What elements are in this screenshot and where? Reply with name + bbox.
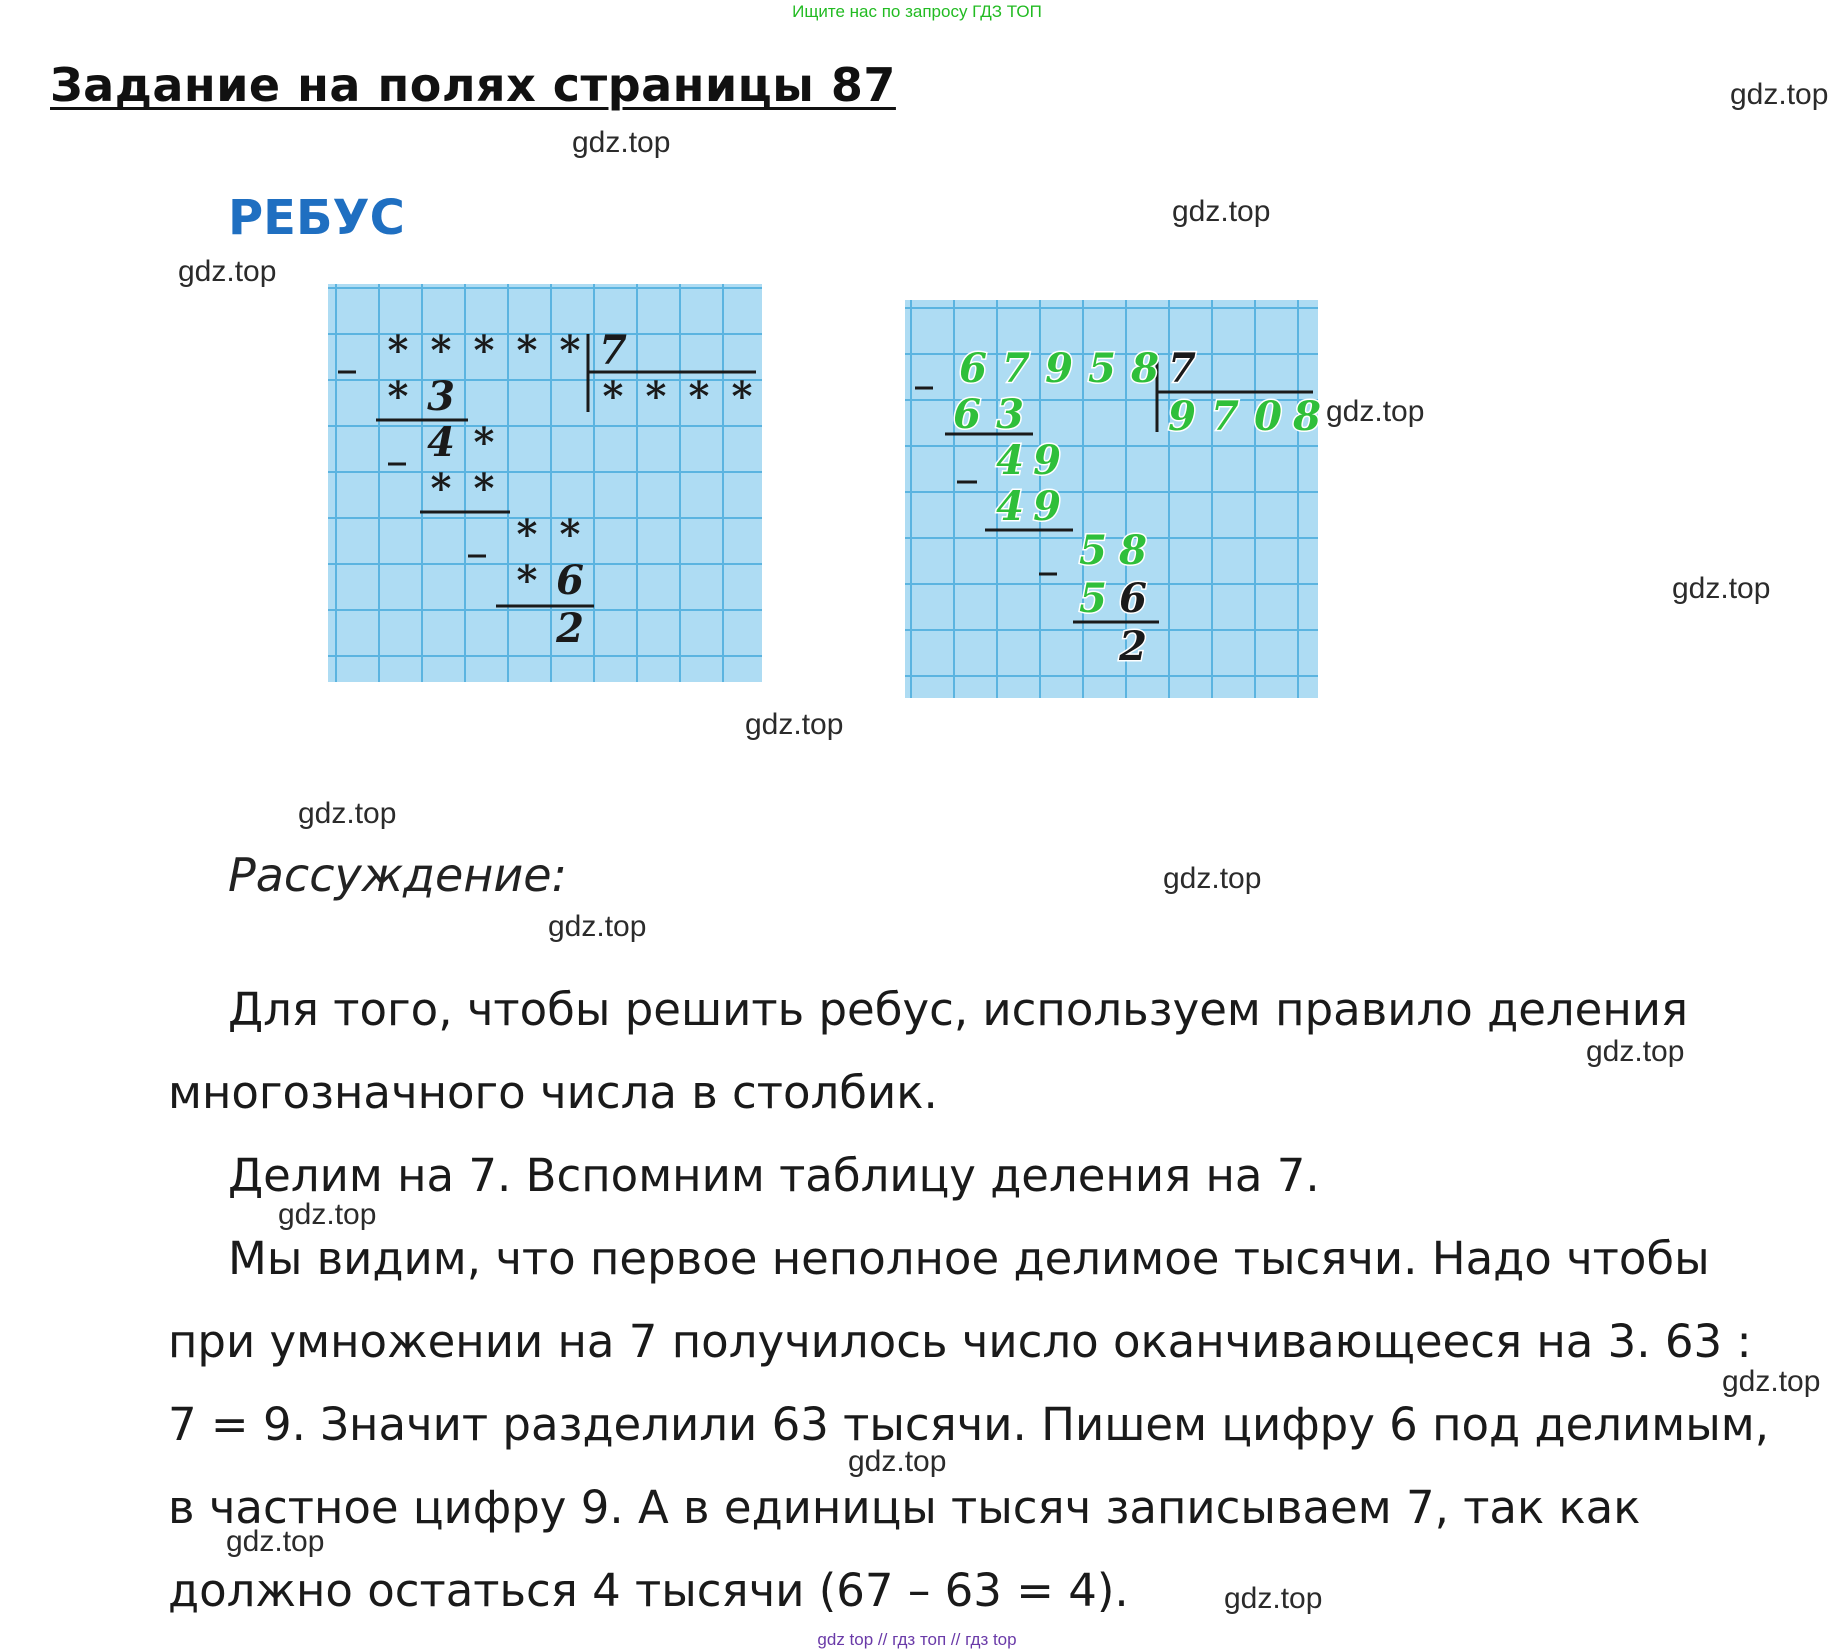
solution-dividend-digit: 5 — [1088, 345, 1116, 392]
solution-quotient-digit: 7 — [1211, 393, 1239, 440]
puzzle-sub1-digit: 3 — [427, 373, 455, 420]
puzzle-rem2-digit: * — [559, 511, 581, 558]
watermark: gdz.top — [1163, 862, 1262, 895]
solution-quotient-digit: 0 — [1254, 393, 1282, 440]
puzzle-quotient-digit: * — [602, 373, 624, 420]
solution-sub1-digit: 3 — [996, 391, 1024, 438]
watermark: gdz.top — [1672, 572, 1771, 605]
paragraph-line: в частное цифру 9. А в единицы тысяч записываем 7, так как — [168, 1481, 1641, 1534]
paragraph-line: многозначного числа в столбик. — [168, 1066, 938, 1119]
watermark: gdz.top — [1224, 1582, 1323, 1615]
solution-quotient-digit: 8 — [1293, 393, 1321, 440]
watermark: gdz.top — [1722, 1365, 1821, 1398]
rebus-heading: РЕБУС — [228, 190, 405, 246]
solution-dividend-digit: 6 — [959, 345, 987, 392]
puzzle-dividend-digit: * — [559, 327, 581, 374]
puzzle-dividend-digit: * — [473, 327, 495, 374]
puzzle-quotient-digit: * — [645, 373, 667, 420]
watermark: gdz.top — [278, 1198, 377, 1231]
puzzle-remainder: 2 — [556, 605, 584, 652]
solution-dividend-digit: 9 — [1045, 345, 1073, 392]
page-title: Задание на полях страницы 87 — [50, 58, 896, 112]
solution-dividend-digit: 7 — [1002, 345, 1030, 392]
puzzle-sub2-digit: * — [473, 465, 495, 512]
solution-sub2-digit: 4 — [996, 483, 1024, 530]
puzzle-sub3-digit: * — [516, 557, 538, 604]
paragraph — [168, 1134, 1818, 1217]
puzzle-divisor: 7 — [599, 327, 627, 374]
paragraph-line: при умножении на 7 получилось число оканчивающееся на 3. 63 : — [168, 1315, 1752, 1368]
watermark: gdz.top — [745, 708, 844, 741]
solution-sub3-digit: 6 — [1119, 575, 1147, 622]
puzzle-quotient-digit: * — [688, 373, 710, 420]
solution-sub1-digit: 6 — [953, 391, 981, 438]
paragraph-line: Делим на 7. Вспомним таблицу деления на 7. — [228, 1149, 1320, 1202]
puzzle-sub3-digit: 6 — [556, 557, 584, 604]
paragraph-line: должно остаться 4 тысячи (67 – 63 = 4). — [168, 1564, 1129, 1617]
solution-rem2-digit: 5 — [1079, 527, 1107, 574]
watermark: gdz.top — [178, 255, 277, 288]
watermark: gdz.top — [1730, 78, 1829, 111]
watermark: gdz.top — [848, 1445, 947, 1478]
solution-dividend-digit: 8 — [1131, 345, 1159, 392]
solution-remainder: 2 — [1119, 623, 1147, 670]
paragraph — [168, 968, 1818, 1134]
solution-grid — [905, 300, 1321, 698]
solution-quotient-digit: 9 — [1168, 393, 1196, 440]
paragraph-line: Мы видим, что первое неполное делимое тысячи. Надо чтобы — [228, 1232, 1710, 1285]
section-heading: Рассуждение: — [228, 848, 568, 902]
puzzle-rem1-digit: * — [473, 419, 495, 466]
paragraph-line: Для того, чтобы решить ребус, используем правило деления — [228, 983, 1689, 1036]
solution-divisor: 7 — [1168, 345, 1196, 392]
paragraph — [168, 1217, 1821, 1632]
watermark: gdz.top — [1326, 395, 1425, 428]
puzzle-sub1-digit: * — [387, 373, 409, 420]
solution-rem1-digit: 4 — [996, 437, 1024, 484]
puzzle-grid — [328, 284, 762, 682]
solution-rem1-digit: 9 — [1033, 437, 1061, 484]
solution-sub2-digit: 9 — [1033, 483, 1061, 530]
footer[interactable]: gdz top // гдз топ // гдз top — [817, 1630, 1017, 1649]
puzzle-sub2-digit: * — [430, 465, 452, 512]
solution-sub3-digit: 5 — [1079, 575, 1107, 622]
puzzle-dividend-digit: * — [387, 327, 409, 374]
paragraph-line: 7 = 9. Значит разделили 63 тысячи. Пишем цифру 6 под делимым, — [168, 1398, 1770, 1451]
puzzle-rem1-digit: 4 — [427, 419, 455, 466]
watermark: gdz.top — [548, 910, 647, 943]
watermark: gdz.top — [298, 797, 397, 830]
puzzle-dividend-digit: * — [516, 327, 538, 374]
puzzle-rem2-digit: * — [516, 511, 538, 558]
puzzle-dividend-digit: * — [430, 327, 452, 374]
puzzle-quotient-digit: * — [731, 373, 753, 420]
solution-rem2-digit: 8 — [1119, 527, 1147, 574]
top-banner[interactable]: Ищите нас по запросу ГДЗ ТОП — [792, 2, 1042, 21]
watermark: gdz.top — [1586, 1035, 1685, 1068]
watermark: gdz.top — [572, 126, 671, 159]
watermark: gdz.top — [1172, 195, 1271, 228]
watermark: gdz.top — [226, 1525, 325, 1558]
